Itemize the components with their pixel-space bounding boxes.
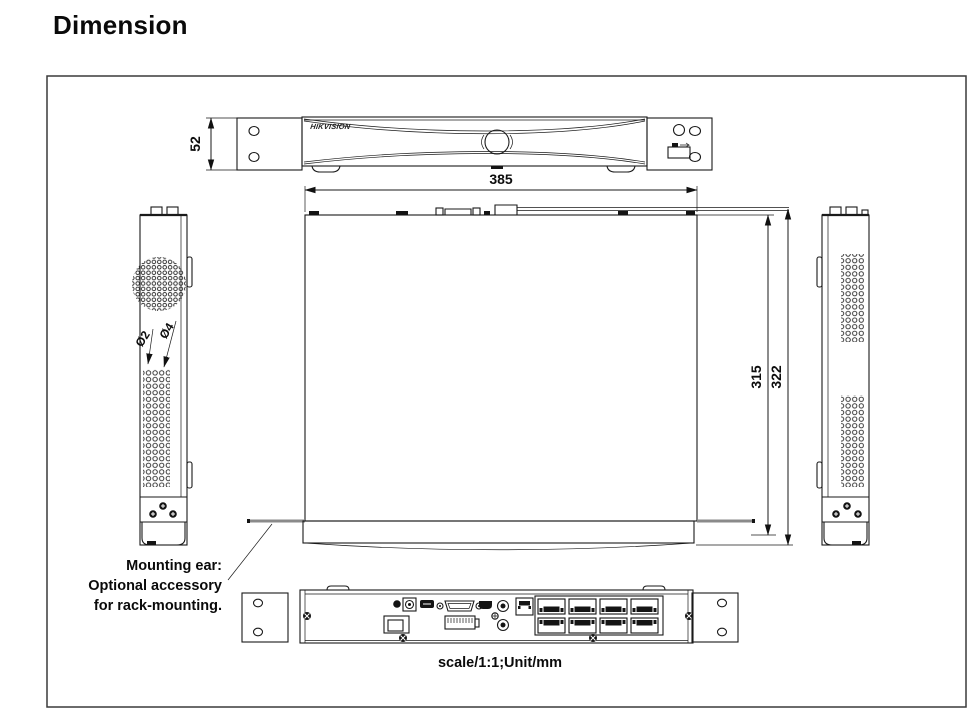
mounting-ear-note-line1: Mounting ear: bbox=[126, 558, 222, 574]
front-foot bbox=[491, 166, 503, 169]
fan-vent bbox=[132, 257, 186, 311]
ear-tip bbox=[247, 519, 250, 523]
connector-bump bbox=[618, 211, 628, 215]
width-dim-label: 385 bbox=[489, 171, 513, 187]
foot-pad bbox=[147, 541, 156, 545]
front-height-dim-label: 52 bbox=[187, 136, 203, 152]
depth-outer-dim-label: 322 bbox=[768, 365, 784, 389]
connector-bump bbox=[396, 211, 408, 215]
brand-logo-text: HIKVISION bbox=[309, 122, 352, 131]
connector-bump bbox=[686, 211, 695, 215]
hole-dia-2-label: Ø2 bbox=[132, 328, 153, 350]
page-title: Dimension bbox=[53, 10, 188, 40]
usb-port bbox=[420, 600, 434, 608]
ground-screw bbox=[393, 600, 401, 608]
scale-unit-note: scale/1:1;Unit/mm bbox=[437, 655, 563, 671]
ear-tip bbox=[752, 519, 755, 523]
vent-hole-grid bbox=[143, 369, 170, 487]
foot-pad bbox=[852, 541, 861, 545]
grounding-screw-small bbox=[492, 613, 498, 619]
hdmi-port bbox=[479, 601, 492, 609]
mounting-ear-note-line2: Optional accessory bbox=[88, 578, 222, 594]
connector-bump bbox=[309, 211, 319, 215]
mounting-ear-note-line3: for rack-mounting. bbox=[93, 598, 222, 614]
vent-hole-grid bbox=[841, 395, 864, 487]
vent-hole-grid bbox=[841, 254, 864, 342]
depth-inner-dim-label: 315 bbox=[748, 365, 764, 389]
hole-dia-4-label: Ø4 bbox=[156, 320, 177, 342]
